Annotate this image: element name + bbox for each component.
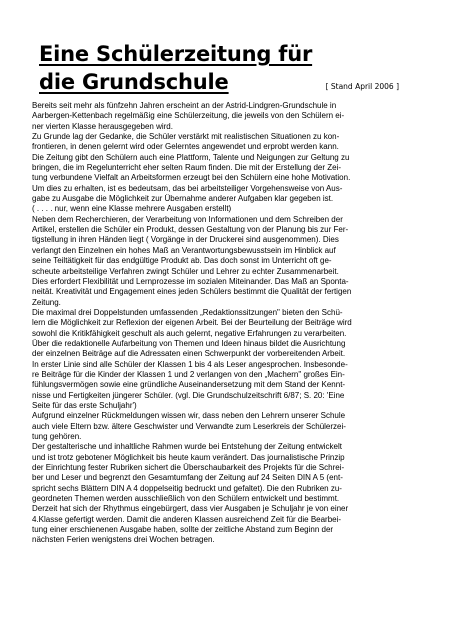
text-line: tung gehören. [32, 432, 82, 441]
text-line: scheute arbeitsteilige Verfahren zwingt Schüler und Lehrer zu echter Zusammenarbeit. [32, 266, 339, 276]
text-line: 4.Klasse gefertigt werden. Damit die anderen Klassen ausreichend Zeit für die Bearbei- [32, 514, 342, 524]
text-line: Bereits seit mehr als fünfzehn Jahren erscheint an der Astrid-Lindgren-Grundschule in [32, 101, 337, 110]
text-line: spricht sechs Blättern DIN A 4 doppelseitig bedruckt und gefaltet). Die den Rubriken zu- [32, 483, 342, 493]
text-line: der Einrichtung fester Rubriken sichert die Überschaubarkeit des Projekts für die Schrei- [32, 463, 345, 473]
text-line: Aarbergen-Kettenbach regelmäßig eine Schülerzeitung, die jeweils von den Schülern ei- [32, 111, 345, 121]
text-line: auch viele Eltern bzw. ältere Geschwister und Verwandte zum Leserkreis der Schülerzei- [32, 421, 346, 431]
text-line: In erster Linie sind alle Schüler der Klassen 1 bis 4 als Leser angesprochen. Insbesonde- [32, 359, 348, 369]
document-title-line-2: die Grundschule [39, 70, 229, 94]
text-line: bringen, die im Regelunterricht eher selten Raum finden. Die mit der Erstellung der Zei- [32, 163, 342, 173]
text-line: Zu Grunde lag der Gedanke, die Schüler verstärkt mit realistischen Situationen zu kon- [32, 132, 340, 142]
text-line: Um dies zu erhalten, ist es bedeutsam, das bei arbeitsteiliger Vorgehensweise von Aus- [32, 183, 343, 193]
text-line: Aufgrund einzelner Rückmeldungen wissen wir, dass neben den Lehrern unserer Schule [32, 411, 346, 421]
text-line: tigstellung in ihren Händen liegt ( Vorgänge in der Druckerei sind ausgenommen). Dies [32, 235, 339, 245]
text-line: Über die redaktionelle Aufarbeitung von Themen und Ideen hinaus bildet die Ausrichtung [32, 338, 346, 348]
text-line: Die Zeitung gibt den Schülern auch eine Plattform, Talente und Neigungen zur Geltung zu [32, 152, 350, 162]
text-line: verlangt den Einzelnen ein hohes Maß an Verantwortungsbewusstsein im Hinblick auf [32, 245, 336, 255]
text-line: Die maximal drei Doppelstunden umfassenden „Redaktionssitzungen" bieten den Schü- [32, 307, 343, 317]
text-line: tung einer erschienenen Ausgabe haben, sollte der zeitliche Abstand zum Beginn der [32, 525, 334, 535]
text-line: und ist trotz gebotener Möglichkeit bis heute kaum verändert. Das journalistische Prinzip [32, 452, 345, 462]
text-line: re Beiträge für die Kinder der Klassen 1 und 2 verlangen von den „Machern" großes Ein- [32, 369, 345, 379]
text-line: Dies erfordert Flexibilität und Lernprozesse im sozialen Miteinander. Das Maß an Sponta- [32, 276, 349, 286]
stand-date: [ Stand April 2006 ] [325, 82, 399, 91]
text-line: lern die Möglichkeit zur Reflexion der eigenen Arbeit. Bei der Beurteilung der Beiträge wird [32, 318, 352, 328]
text-line: frontieren, in denen gelernt wird oder Gelerntes angewendet und erprobt werden kann. [32, 142, 339, 152]
text-line: nisse und Fertigkeiten jüngerer Schüler. (vgl. Die Grundschulzeitschrift 6/87; S. 20: 'Eine [32, 390, 345, 400]
title-block [39, 40, 419, 96]
text-line: ner vierten Klasse herausgegeben wird. [32, 121, 173, 131]
title-row-2 [39, 68, 399, 96]
text-line: seine Teiltätigkeit für das endgültige Produkt ab. Das doch sonst im Unterricht oft ge- [32, 256, 332, 266]
text-line: Neben dem Recherchieren, der Verarbeitung von Informationen und dem Schreiben der [32, 214, 343, 224]
text-line: ( . . . . nur, wenn eine Klasse mehrere Ausgaben erstellt) [32, 204, 232, 214]
text-line: Der gestalterische und inhaltliche Rahmen wurde bei Entstehung der Zeitung entwickelt [32, 442, 342, 452]
text-line: Seite für das erste Schuljahr') [32, 400, 137, 410]
text-line: Zeitung. [32, 297, 61, 307]
text-line: Artikel, erstellen die Schüler ein Produkt, dessen Gestaltung von der Planung bis zur Fer- [32, 225, 349, 235]
text-line: geordneten Themen werden ausschließlich von den Schülern entwickelt und bestimmt. [32, 494, 340, 504]
text-line: der einzelnen Beiträge auf die Adressaten einen Schwerpunkt der vorbereitenden Arbeit. [32, 349, 346, 359]
text-line: ber und Leser und begrenzt den Gesamtumfang der Zeitung auf 24 Seiten DIN A 5 (ent- [32, 473, 343, 483]
text-line: nächsten Ferien wenigstens drei Wochen betragen. [32, 535, 215, 545]
document-title-line-1: Eine Schülerzeitung für [39, 42, 313, 66]
text-line: fühlungsvermögen sowie eine gründliche Auseinandersetzung mit dem Stand der Kennt- [32, 380, 346, 390]
text-line: gabe zu Ausgabe die Möglichkeit zur Übernahme anderer Aufgaben klar gegeben ist. [32, 194, 334, 204]
text-line: Derzeit hat sich der Rhythmus eingebürgert, dass vier Ausgaben je Schuljahr je von einer [32, 504, 349, 514]
text-line: sowohl die Kritikfähigkeit geschult als auch gelernt, negative Erfahrungen zu verarbeiten. [32, 328, 347, 338]
text-line: neität. Kreativität und Engagement eines jeden Schülers bestimmt die Qualität der fertigen [32, 287, 352, 297]
text-line: tung verbundene Vielfalt an Arbeitsformen erzeugt bei den Schülern eine hohe Motivation. [32, 173, 351, 183]
body-text [32, 101, 422, 546]
